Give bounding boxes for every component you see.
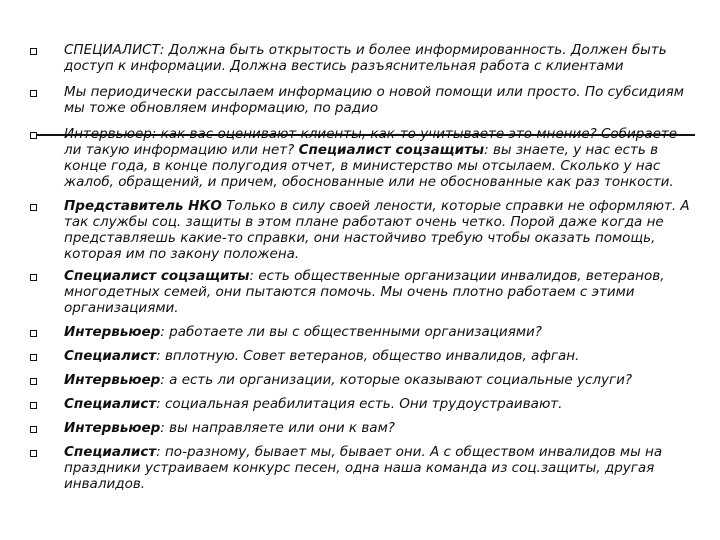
speaker-label: Интервьюер xyxy=(64,324,161,340)
square-bullet-icon xyxy=(30,426,37,433)
item-text xyxy=(64,198,694,262)
item-text xyxy=(64,324,694,340)
item-body: : есть общественные организации инвалидов, ветеранов, многодетных семей, они пытаются помочь. Мы очень плотно работаем с этими организациями. xyxy=(64,268,665,316)
square-bullet-icon xyxy=(30,90,37,97)
square-bullet-icon xyxy=(30,330,37,337)
item-text xyxy=(64,348,694,364)
item-text xyxy=(64,126,694,190)
item-body: : а есть ли организации, которые оказывают социальные услуги? xyxy=(160,372,633,388)
item-text xyxy=(64,420,694,436)
speaker-label: Представитель НКО xyxy=(64,198,222,214)
square-bullet-icon xyxy=(30,132,37,139)
item-body: СПЕЦИАЛИСТ: Должна быть открытость и более информированность. Должен быть доступ к информации. Должна вестись разъяснительная работа с клиентами xyxy=(64,42,667,74)
item-text xyxy=(64,268,694,316)
item-body: : по-разному, бывает мы, бывает они. А с обществом инвалидов мы на праздники устраиваем конкурс песен, одна наша команда из соц.защиты, другая инвалидов. xyxy=(64,444,663,492)
item-body: : вплотную. Совет ветеранов, общество инвалидов, афган. xyxy=(156,348,580,364)
speaker-label: Специалист xyxy=(64,444,157,460)
item-text xyxy=(64,42,694,74)
speaker-label: Интервьюер xyxy=(64,420,161,436)
item-text xyxy=(64,84,694,116)
item-body-continued: : вы знаете, у нас есть в конце года, в конце полугодия отчет, в министерство мы отсылаем. Сколько у нас жалоб, обращений, и причем, обоснованные или не обоснованные как раз тонкости. xyxy=(64,142,674,190)
speaker-label: Специалист соцзащиты xyxy=(64,268,250,284)
item-body: : вы направляете или они к вам? xyxy=(160,420,395,436)
speaker-label: Специалист xyxy=(64,396,157,412)
item-text xyxy=(64,444,694,492)
square-bullet-icon xyxy=(30,378,37,385)
item-body: Мы периодически рассылаем информацию о новой помощи или просто. По субсидиям мы тоже обновляем информацию, по радио xyxy=(64,84,684,116)
speaker-label: Специалист соцзащиты xyxy=(298,142,485,158)
item-body: Интервьюер: как вас оценивают клиенты, как-то учитываете это мнение? Собираете ли такую информацию или нет? xyxy=(64,126,678,158)
item-body: Только в силу своей лености, которые справки не оформляют. А так службы соц. защиты в этом плане работают очень четко. Порой даже когда не представляешь какие-то справки, они настойчиво требую чтобы оказать помощь, которая им по закону положена. xyxy=(64,198,690,262)
square-bullet-icon xyxy=(30,48,37,55)
item-text xyxy=(64,396,694,412)
square-bullet-icon xyxy=(30,274,37,281)
item-text xyxy=(64,372,694,388)
item-body: : работаете ли вы с общественными организациями? xyxy=(160,324,542,340)
square-bullet-icon xyxy=(30,450,37,457)
speaker-label: Интервьюер xyxy=(64,372,161,388)
square-bullet-icon xyxy=(30,354,37,361)
item-body: : социальная реабилитация есть. Они трудоустраивают. xyxy=(156,396,563,412)
square-bullet-icon xyxy=(30,204,37,211)
speaker-label: Специалист xyxy=(64,348,157,364)
square-bullet-icon xyxy=(30,402,37,409)
